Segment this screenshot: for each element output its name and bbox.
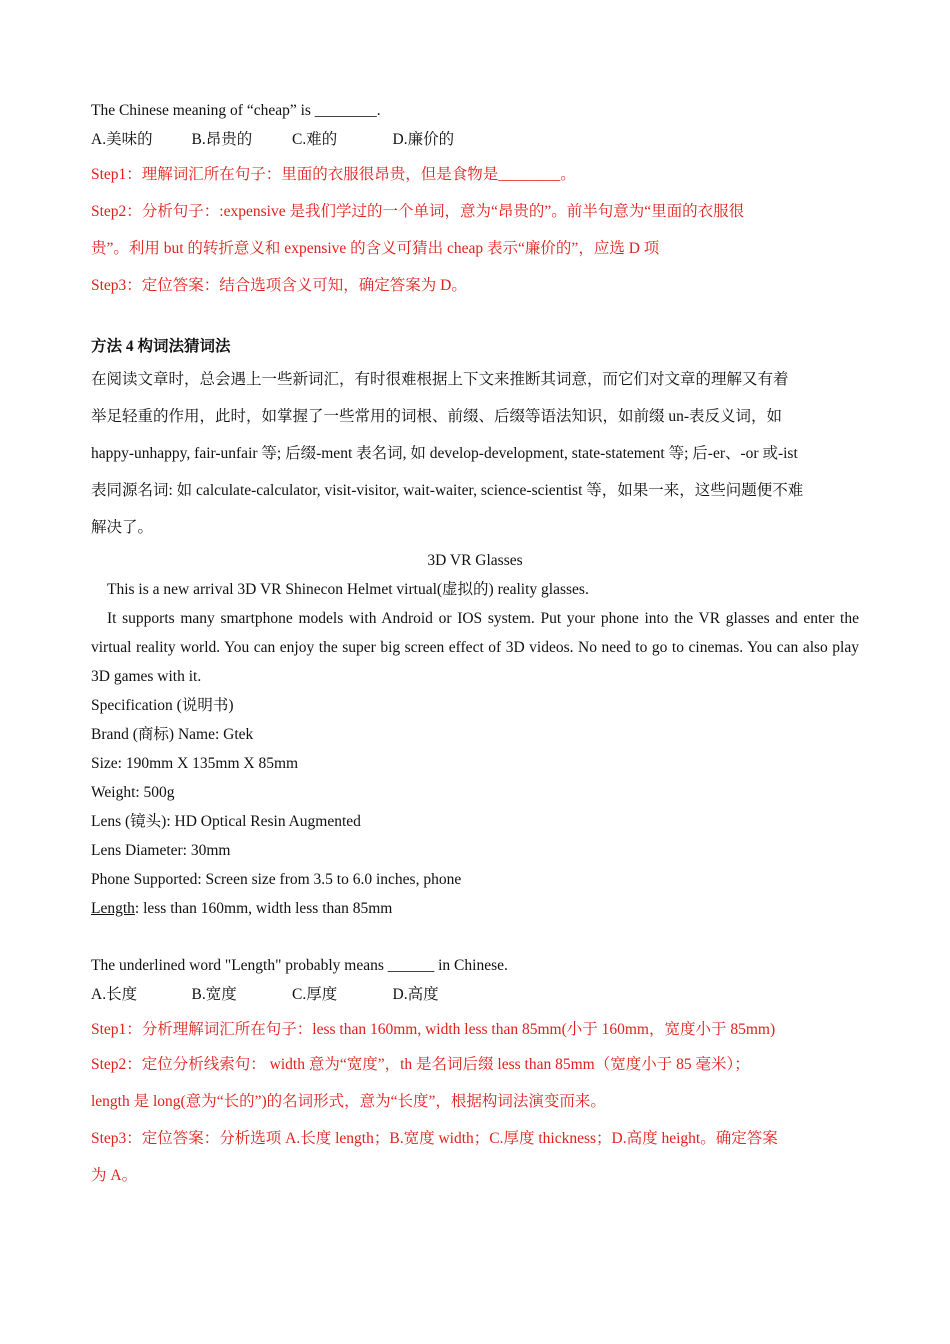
q2-step3-line1: Step3：定位答案：分析选项 A.长度 length；B.宽度 width；C.厚度 thickness；D.高度 height。确定答案 (91, 1130, 778, 1147)
spec-lens: Lens (镜头): HD Optical Resin Augmented (91, 813, 361, 830)
q2-option-d: D.高度 (392, 986, 439, 1003)
article-para-1: This is a new arrival 3D VR Shinecon Helmet virtual(虚拟的) reality glasses. (107, 581, 589, 598)
q2-step1: Step1：分析理解词汇所在句子：less than 160mm, width less than 85mm(小于 160mm，宽度小于 85mm) (91, 1021, 776, 1038)
q1-option-d: D.廉价的 (392, 131, 455, 148)
q1-option-a: A.美味的 (91, 131, 153, 148)
q1-option-b: B.昂贵的 (191, 131, 253, 148)
method4-line-2: 举足轻重的作用，此时，如掌握了一些常用的词根、前缀、后缀等语法知识，如前缀 un-表反义词，如 (91, 408, 783, 425)
spec-weight: Weight: 500g (91, 784, 175, 801)
q1-step2-line1: Step2：分析句子：:expensive 是我们学过的一个单词，意为“昂贵的”。前半句意为“里面的衣服很 (91, 203, 745, 220)
method4-line-4: 表同源名词: 如 calculate-calculator, visit-visitor, wait-waiter, science-scientist 等，如果一来，这些问题便不难 (91, 482, 804, 499)
underlined-word-length: Length (91, 900, 135, 917)
q2-step2-line2: length 是 long(意为“长的”)的名词形式，意为“长度”，根据构词法演变而来。 (91, 1093, 606, 1110)
q2-option-b: B.宽度 (191, 986, 237, 1003)
q1-step2-line2: 贵”。利用 but 的转折意义和 expensive 的含义可猜出 cheap 表示“廉价的”，应选 D 项 (91, 240, 660, 257)
spec-size: Size: 190mm X 135mm X 85mm (91, 755, 299, 772)
q2-options (91, 980, 859, 1009)
q1-question: The Chinese meaning of “cheap” is ________. (91, 102, 381, 119)
method4-line-1: 在阅读文章时，总会遇上一些新词汇，有时很难根据上下文来推断其词意，而它们对文章的理解又有着 (91, 371, 789, 388)
method4-line-3: happy-unhappy, fair-unfair 等; 后缀-ment 表名词, 如 develop-development, state-statement 等; 后-er、-or 或-ist (91, 445, 798, 462)
q1-option-c: C.难的 (292, 131, 338, 148)
spec-length (91, 894, 859, 923)
article-title: 3D VR Glasses (427, 552, 523, 569)
q1-step1: Step1：理解词汇所在句子：里面的衣服很昂贵，但是食物是________。 (91, 166, 576, 183)
spec-brand: Brand (商标) Name: Gtek (91, 726, 254, 743)
q2-step2-line1: Step2：定位分析线索句： width 意为“宽度”，th 是名词后缀 less than 85mm（宽度小于 85 毫米）； (91, 1056, 750, 1073)
spec-lens-diameter: Lens Diameter: 30mm (91, 842, 231, 859)
q1-step3: Step3：定位答案：结合选项含义可知，确定答案为 D。 (91, 277, 467, 294)
method4-line-5: 解决了。 (91, 519, 154, 536)
q2-option-a: A.长度 (91, 986, 138, 1003)
document-page (91, 96, 859, 1194)
method4-heading: 方法 4 构词法猜词法 (91, 338, 231, 355)
spec-phone-supported: Phone Supported: Screen size from 3.5 to 6.0 inches, phone (91, 871, 462, 888)
spec-length-rest: : less than 160mm, width less than 85mm (134, 900, 393, 917)
q1-options (91, 125, 859, 154)
q2-step3-line2: 为 A。 (91, 1167, 138, 1184)
q2-option-c: C.厚度 (292, 986, 338, 1003)
article-para-2: It supports many smartphone models with Android or IOS system. Put your phone into the VR glasses and enter the virtual reality world. You can enjoy the super big screen effect of 3D videos. No need to go to cinemas. You can also play 3D games with it. (91, 610, 859, 685)
q2-question: The underlined word "Length" probably means ______ in Chinese. (91, 957, 508, 974)
spec-title: Specification (说明书) (91, 697, 234, 714)
